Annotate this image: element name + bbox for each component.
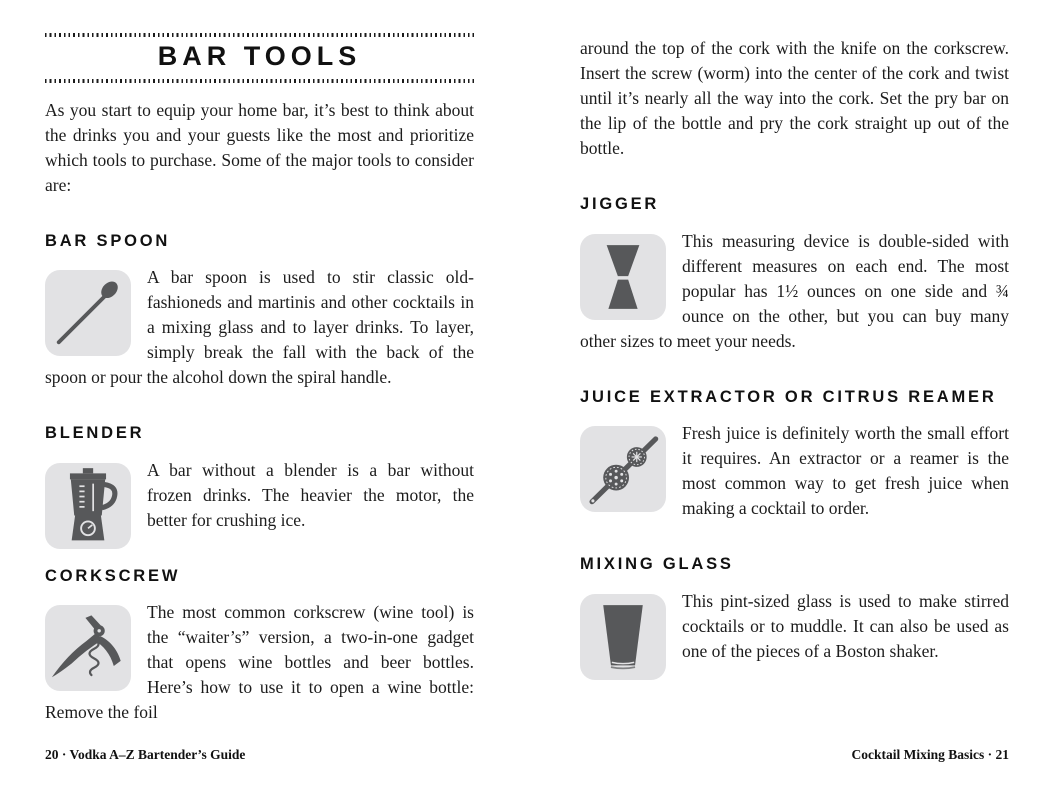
tool-block-juice-extractor (580, 421, 1009, 521)
mixing-glass-icon (580, 594, 666, 680)
dotted-rule-bottom (45, 79, 474, 83)
section-body-blender: A bar without a blender is a bar without frozen drinks. The heavier the motor, the better for crushing ice. (147, 459, 474, 530)
chapter-title: BAR TOOLS (157, 41, 362, 71)
page-footer-left: 20 · Vodka A–Z Bartender’s Guide (45, 747, 246, 762)
tool-block-corkscrew (45, 600, 474, 725)
section-body-bar-spoon: A bar spoon is used to stir classic old-fashioneds and martinis and other cocktails in a mixing glass and to layer drinks. To layer, simply break the fall with the back of the spoon or pour the alcohol down the spiral handle. (45, 267, 474, 388)
section-body-mixing-glass: This pint-sized glass is used to make stirred cocktails or to muddle. It can also be used as one of the pieces of a Boston shaker. (682, 590, 1009, 661)
page-left (45, 0, 474, 800)
section-body-juice-extractor: Fresh juice is definitely worth the small effort it requires. An extractor or a reamer is the most common way to get fresh juice when making a cocktail to order. (682, 423, 1009, 519)
section-body-corkscrew: The most common corkscrew (wine tool) is the “waiter’s” version, a two-in-one gadget that opens wine bottles and beer bottles. Here’s how to use it to open a wine bottle: Remove the foil (45, 602, 474, 723)
juice-extractor-icon (580, 426, 666, 512)
tool-block-jigger (580, 229, 1009, 354)
intro-paragraph: As you start to equip your home bar, it’s best to think about the drinks you and your guests like the most and prioritize which tools to purchase. Some of the major tools to consider are: (45, 99, 474, 195)
blender-icon (45, 463, 131, 549)
section-heading-mixing-glass: MIXING GLASS (580, 555, 734, 574)
section-heading-jigger: JIGGER (580, 195, 660, 213)
chapter-title-block (45, 33, 474, 83)
section-body-jigger: This measuring device is double-sided with different measures on each end. The most popular has 1½ ounces on one side and ¾ ounce on the other, but you can buy many other sizes to meet your needs. (580, 230, 1009, 351)
tool-block-mixing-glass (580, 589, 1009, 664)
continuation-paragraph: around the top of the cork with the knife on the corkscrew. Insert the screw (worm) into the center of the cork and twist until it’s nearly all the way into the cork. Set the pry bar on the lip of the bottle and pry the cork straight up out of the bottle. (580, 38, 1009, 158)
page-right (580, 0, 1009, 800)
corkscrew-icon (45, 605, 131, 691)
section-heading-bar-spoon: BAR SPOON (45, 231, 171, 250)
tool-block-blender (45, 458, 474, 533)
bar-spoon-icon (45, 270, 131, 356)
jigger-icon (580, 234, 666, 320)
section-heading-juice-extractor: JUICE EXTRACTOR OR CITRUS REAMER (580, 387, 997, 406)
page-footer-right: Cocktail Mixing Basics · 21 (851, 747, 1009, 762)
section-heading-blender: BLENDER (45, 424, 145, 443)
section-heading-corkscrew: CORKSCREW (45, 566, 181, 585)
tool-block-bar-spoon (45, 265, 474, 390)
